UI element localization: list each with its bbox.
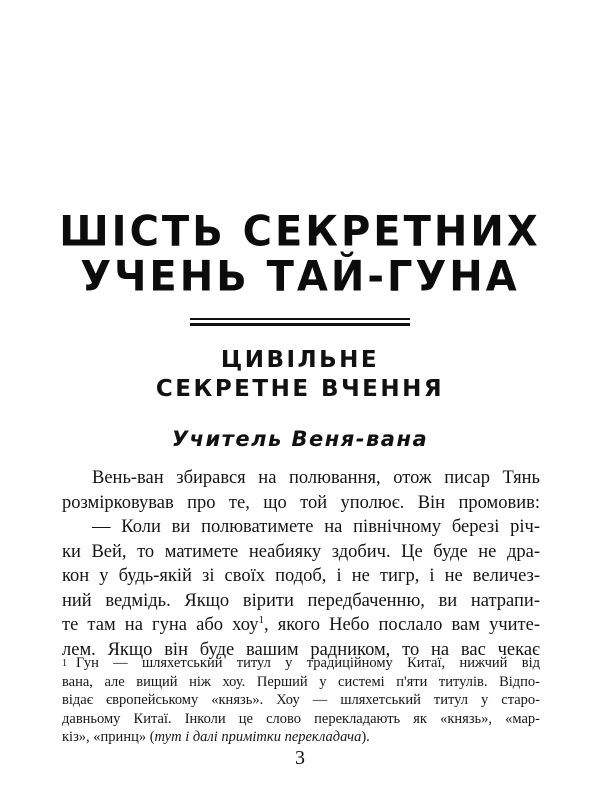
body-line: лем. Якщо він буде вашим радником, то на вас чекає <box>62 639 540 660</box>
footnote-line: Гун — шляхетський титул у традиційному Китаї, нижчий від <box>76 655 540 671</box>
body-line-start: те там на гуна або хоу <box>62 615 259 635</box>
footnote-marker: 1 <box>62 658 67 669</box>
footnote-line: давньому Китаї. Інколи це слово перекладають як «князь», «мар- <box>62 710 540 727</box>
footnote <box>62 654 540 747</box>
footnote-line <box>62 728 540 747</box>
page-number: 3 <box>295 747 305 769</box>
footnote-reference: 1 <box>258 613 265 626</box>
body-line: розмірковував про те, що той уполює. Він промовив: <box>62 492 540 513</box>
chapter-title: Учитель Веня-вана <box>171 427 429 451</box>
section-title <box>60 346 540 404</box>
translator-note: тут і далі примітки перекладача <box>154 729 362 745</box>
title-line-2: УЧЕНЬ ТАЙ-ГУНА <box>80 252 520 302</box>
section-title-line-2: СЕКРЕТНЕ ВЧЕННЯ <box>155 376 445 402</box>
body-text <box>62 466 540 662</box>
body-line: кон у будь-якій зі своїх подоб, і не тигр, і не величез- <box>62 566 540 586</box>
footnote-line-start: кіз», «принц» ( <box>62 729 155 745</box>
title-divider <box>190 318 410 327</box>
body-line: — Коли ви полюватимете на північному березі річ- <box>92 517 540 537</box>
body-line <box>62 613 540 638</box>
section-title-line-1: ЦИВІЛЬНЕ <box>220 347 380 373</box>
footnote-line-end: ). <box>361 729 370 745</box>
body-line-end: , якого Небо послало вам учите- <box>264 615 540 635</box>
body-line: ний ведмідь. Якщо вірити передбаченню, ви натрапи- <box>62 590 540 611</box>
footnote-line: відає європейському «князь». Хоу — шляхетський титул у старо- <box>62 692 540 708</box>
body-line: ки Вей, то матимете неабияку здобич. Це буде не дра- <box>62 541 540 562</box>
footnote-line: вана, але вищий ніж хоу. Перший у системі п'яти титулів. Відпо- <box>62 673 540 690</box>
body-line: Вень-ван збирався на полювання, отож писар Тянь <box>92 468 540 488</box>
title-line-1: ШІСТЬ СЕКРЕТНИХ <box>59 207 541 257</box>
page-title <box>40 207 560 302</box>
